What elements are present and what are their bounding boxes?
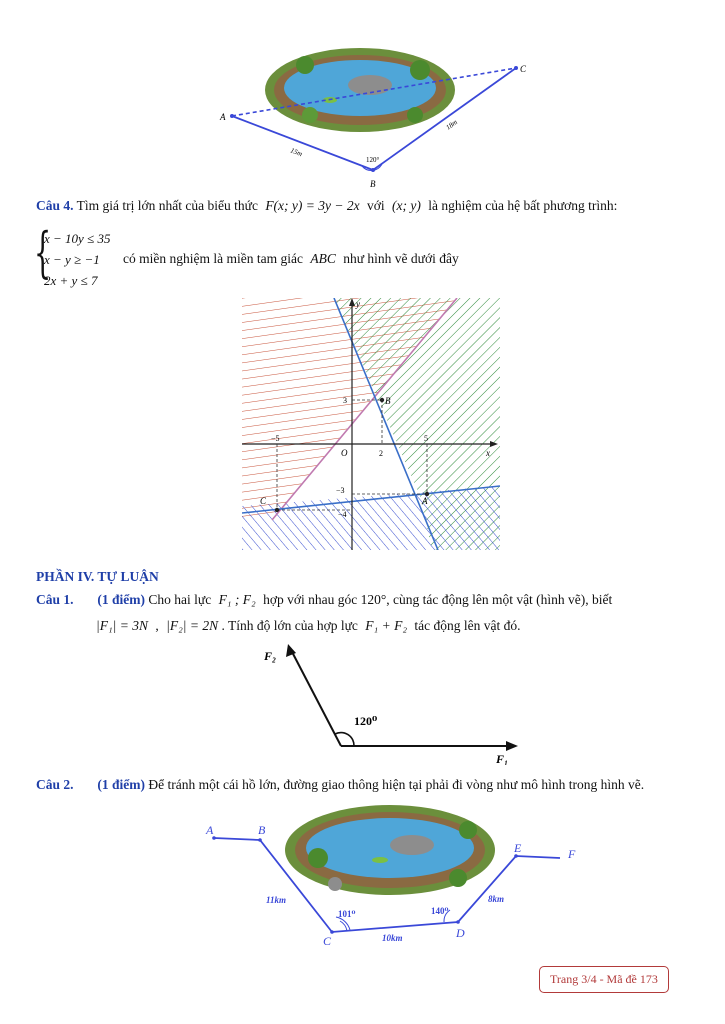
part-4-title: PHẦN IV. TỰ LUẬN <box>36 569 159 584</box>
question-c1-text-2: hợp với nhau góc 120°, cùng tác động lên một vật (hình vẽ), biết <box>263 592 613 607</box>
point-a-label: A <box>422 496 428 506</box>
fig1-len-bc: 18m <box>444 118 459 132</box>
system-text-2: như hình vẽ dưới đây <box>343 251 459 266</box>
question-4-vars: (x; y) <box>392 198 421 213</box>
question-c2-points: (1 điểm) <box>97 777 145 792</box>
question-c2-text: Để tránh một cái hồ lớn, đường giao thông hiện tại phải đi vòng như mô hình trong hình vẽ. <box>148 777 645 792</box>
tick-neg4: −4 <box>338 510 347 519</box>
road-label-a: A <box>206 823 214 837</box>
road-label-e: E <box>514 841 522 855</box>
question-4-label: Câu 4. <box>36 198 74 213</box>
system-brace: { <box>34 221 52 284</box>
road-length-bc: 11km <box>266 895 287 905</box>
road-pond-illustration <box>285 805 495 895</box>
inequality-1: x − 10y ≤ 35 <box>44 231 111 246</box>
question-c1-points: (1 điểm) <box>97 592 145 607</box>
tick-3: 3 <box>343 396 347 405</box>
point-b-label: B <box>385 396 391 406</box>
fig1-angle: 120° <box>366 156 380 164</box>
force-diagram <box>258 640 528 765</box>
question-4-expression: F(x; y) = 3y − 2x <box>265 198 360 213</box>
question-c1-text-3: . Tính độ lớn của hợp lực <box>221 618 358 633</box>
point-c-label: C <box>260 496 267 506</box>
resultant-force: F₁ + F₂ <box>365 618 408 633</box>
question-c1-label: Câu 1. <box>36 592 74 607</box>
road-diagram <box>200 800 590 950</box>
force-f2-vector <box>290 648 341 746</box>
feasible-region-graph <box>242 298 500 550</box>
tick-neg3: −3 <box>336 486 345 495</box>
inequality-system <box>44 228 110 291</box>
question-4-line <box>36 197 696 215</box>
inequality-2: x − y ≥ −1 <box>44 252 100 267</box>
road-angle-c: 101⁰ <box>338 909 356 919</box>
pond-illustration <box>265 48 455 132</box>
road-label-c: C <box>323 934 332 948</box>
page-footer: Trang 3/4 - Mã đề 173 <box>539 966 669 993</box>
fig1-label-c: C <box>520 64 527 74</box>
question-c1-line-1 <box>36 591 696 609</box>
question-4-text-1: Tìm giá trị lớn nhất của biểu thức <box>76 198 258 213</box>
force1-magnitude: |F₁| = 3N <box>96 618 148 633</box>
inequality-3: 2x + y ≤ 7 <box>44 273 98 288</box>
tick-2: 2 <box>379 449 383 458</box>
question-c2-label: Câu 2. <box>36 777 74 792</box>
question-4-text-3: là nghiệm của hệ bất phương trình: <box>428 198 618 213</box>
question-c1-line-2: |F₁| = 3N , |F₂| = 2N . Tính độ lớn của hợp lực F₁ + F₂ tác động lên vật đó. <box>96 618 521 633</box>
force-angle-label: 120⁰ <box>354 714 378 728</box>
question-c1-forces: F₁ ; F₂ <box>218 592 256 607</box>
road-length-de: 8km <box>488 894 505 904</box>
triangle-abc: ABC <box>310 251 336 266</box>
question-4-text-2: với <box>366 198 385 213</box>
road-angle-d: 140⁰ <box>431 906 449 916</box>
road-label-d: D <box>456 926 465 940</box>
force-f1-label: F₁ <box>496 752 509 765</box>
tick-5: 5 <box>424 434 428 443</box>
road-label-f: F <box>568 847 576 861</box>
force-f2-label: F₂ <box>264 649 277 663</box>
question-c1-text-1: Cho hai lực <box>148 592 212 607</box>
pond-triangle-figure <box>210 30 530 195</box>
system-text-1: có miền nghiệm là miền tam giác <box>123 251 303 266</box>
fig1-len-ab: 15m <box>289 146 304 159</box>
fig1-label-a: A <box>220 112 226 122</box>
road-label-b: B <box>258 823 266 837</box>
axis-x-label: x <box>486 448 490 458</box>
axis-y-label: y <box>356 299 360 309</box>
tick-neg5: −5 <box>271 434 280 443</box>
force2-magnitude: |F₂| = 2N <box>166 618 219 633</box>
fig1-label-b: B <box>370 179 376 189</box>
system-description <box>123 250 459 268</box>
question-c2-line <box>36 776 706 794</box>
question-c1-text-4: tác động lên vật đó. <box>414 618 521 633</box>
origin-label: O <box>341 448 348 458</box>
road-length-cd: 10km <box>382 933 403 943</box>
